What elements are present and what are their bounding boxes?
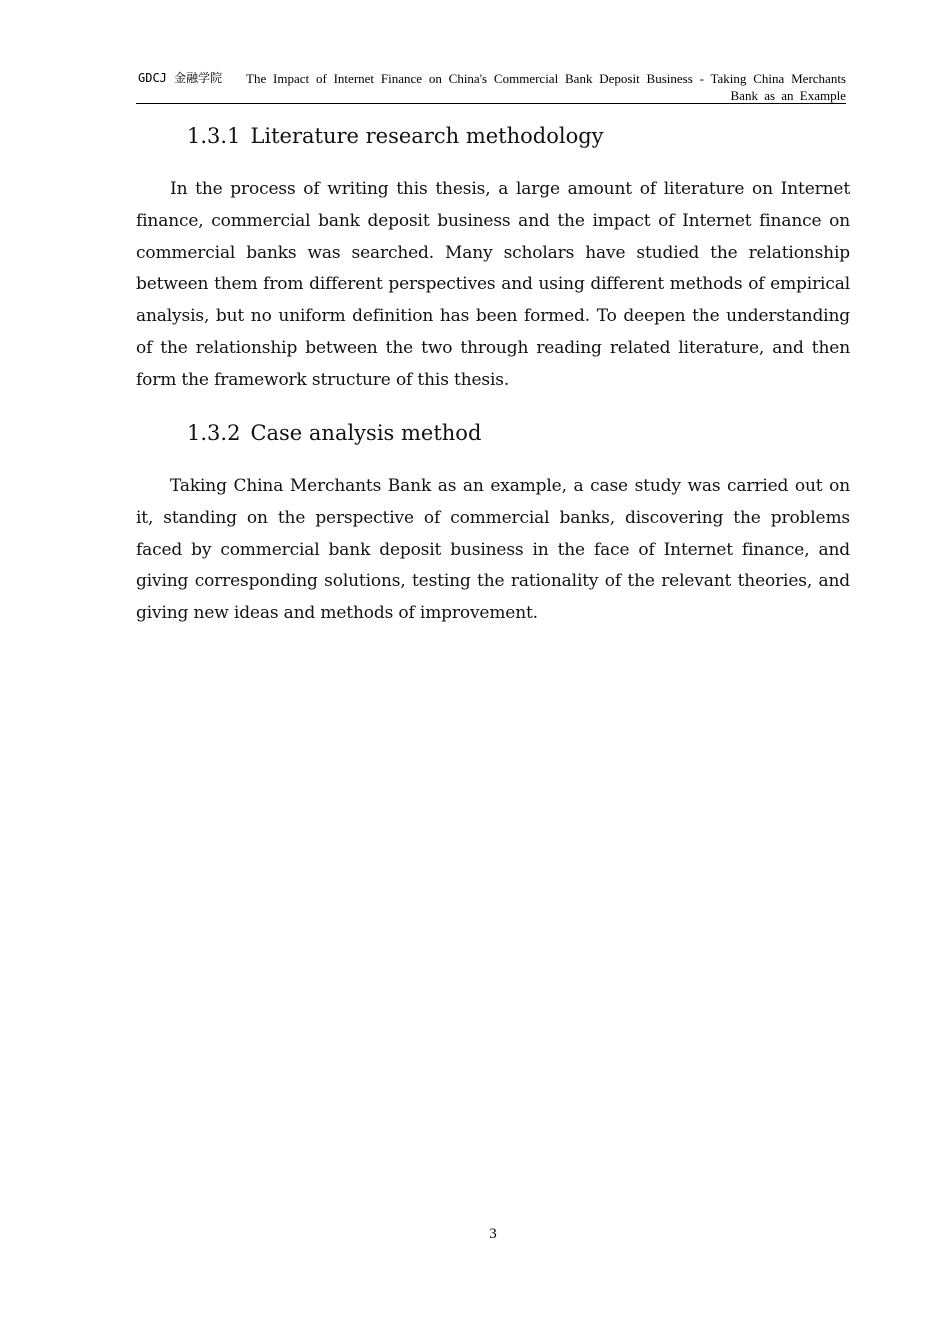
section-number: 1.3.2	[187, 421, 241, 445]
section-title: Case analysis method	[250, 421, 482, 445]
section-heading-1-3-1	[187, 124, 604, 148]
running-header	[136, 66, 846, 104]
header-title: The Impact of Internet Finance on China's Commercial Bank Deposit Business - Taking China Merchants Bank as an Example	[246, 71, 846, 103]
page-number: 3	[489, 1226, 497, 1242]
section-paragraph: Taking China Merchants Bank as an example, a case study was carried out on it, standing on the perspective of commercial banks, discovering the problems faced by commercial bank deposit business in the face of Internet finance, and giving corresponding solutions, testing the rationality of the relevant theories, and giving new ideas and methods of improvement.	[136, 476, 850, 624]
section-heading-1-3-2	[187, 421, 481, 445]
section-title: Literature research methodology	[250, 124, 604, 148]
section-number: 1.3.1	[187, 124, 241, 148]
section-paragraph: In the process of writing this thesis, a large amount of literature on Internet finance, commercial bank deposit business and the impact of Internet finance on commercial banks was searched. Many scholars have studied the relationship between them from different perspectives and using different methods of empirical analysis, but no uniform definition has been formed. To deepen the understanding of the relationship between the two through reading related literature, and then form the framework structure of this thesis.	[136, 179, 850, 390]
header-institution: GDCJ 金融学院	[138, 71, 223, 85]
